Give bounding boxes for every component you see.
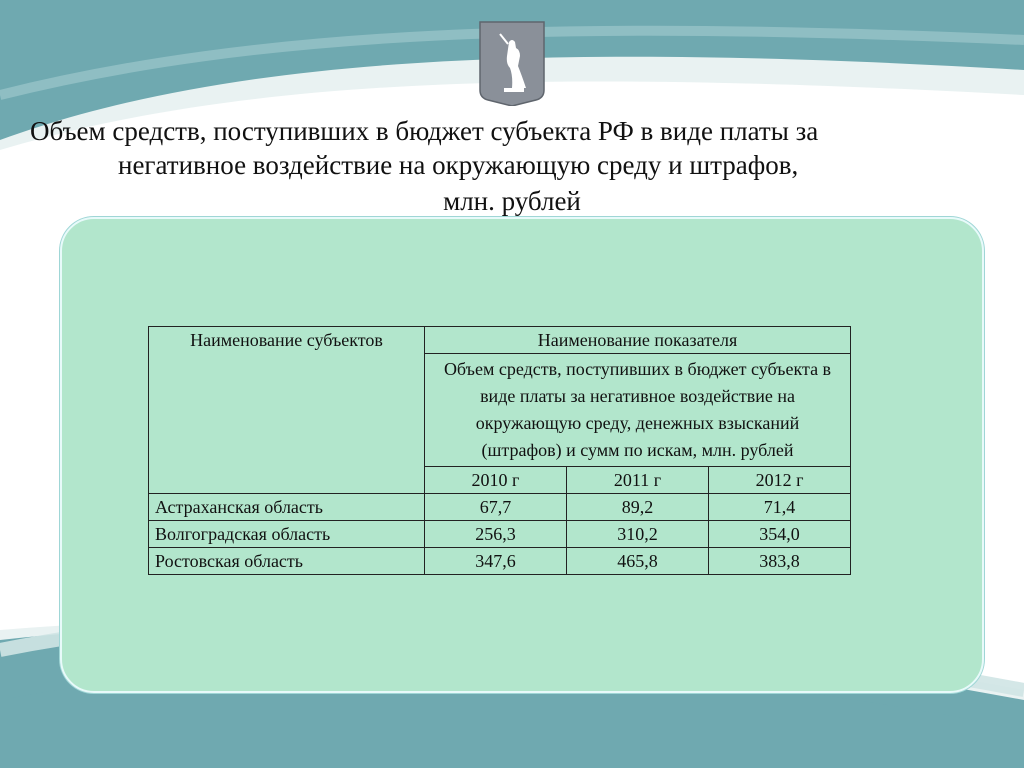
value-cell: 310,2 bbox=[567, 521, 709, 548]
value-cell: 354,0 bbox=[709, 521, 851, 548]
table-row bbox=[149, 494, 851, 521]
year-header: 2012 г bbox=[709, 467, 851, 494]
col-header-indicator-group: Наименование показателя bbox=[425, 327, 851, 354]
value-cell: 89,2 bbox=[567, 494, 709, 521]
value-cell: 465,8 bbox=[567, 548, 709, 575]
slide-title-line2: негативное воздействие на окружающую среду и штрафов, bbox=[118, 150, 799, 180]
region-name: Ростовская область bbox=[149, 548, 425, 575]
table-row bbox=[149, 521, 851, 548]
region-name: Астраханская область bbox=[149, 494, 425, 521]
value-cell: 256,3 bbox=[425, 521, 567, 548]
year-header: 2011 г bbox=[567, 467, 709, 494]
slide-title bbox=[30, 114, 1005, 182]
table-row bbox=[149, 548, 851, 575]
col-header-subjects: Наименование субъектов bbox=[149, 327, 425, 494]
coat-of-arms-emblem bbox=[478, 20, 546, 106]
value-cell: 71,4 bbox=[709, 494, 851, 521]
value-cell: 347,6 bbox=[425, 548, 567, 575]
slide-unit-label: млн. рублей bbox=[443, 186, 581, 216]
value-cell: 67,7 bbox=[425, 494, 567, 521]
table-header-row bbox=[149, 327, 851, 354]
value-cell: 383,8 bbox=[709, 548, 851, 575]
budget-table bbox=[148, 326, 851, 575]
region-name: Волгоградская область bbox=[149, 521, 425, 548]
slide-title-line1: Объем средств, поступивших в бюджет субъекта РФ в виде платы за bbox=[30, 116, 819, 146]
indicator-description: Объем средств, поступивших в бюджет субъекта в виде платы за негативное воздействие на окружающую среду, денежных взысканий (штрафов) и сумм по искам, млн. рублей bbox=[425, 354, 851, 467]
year-header: 2010 г bbox=[425, 467, 567, 494]
